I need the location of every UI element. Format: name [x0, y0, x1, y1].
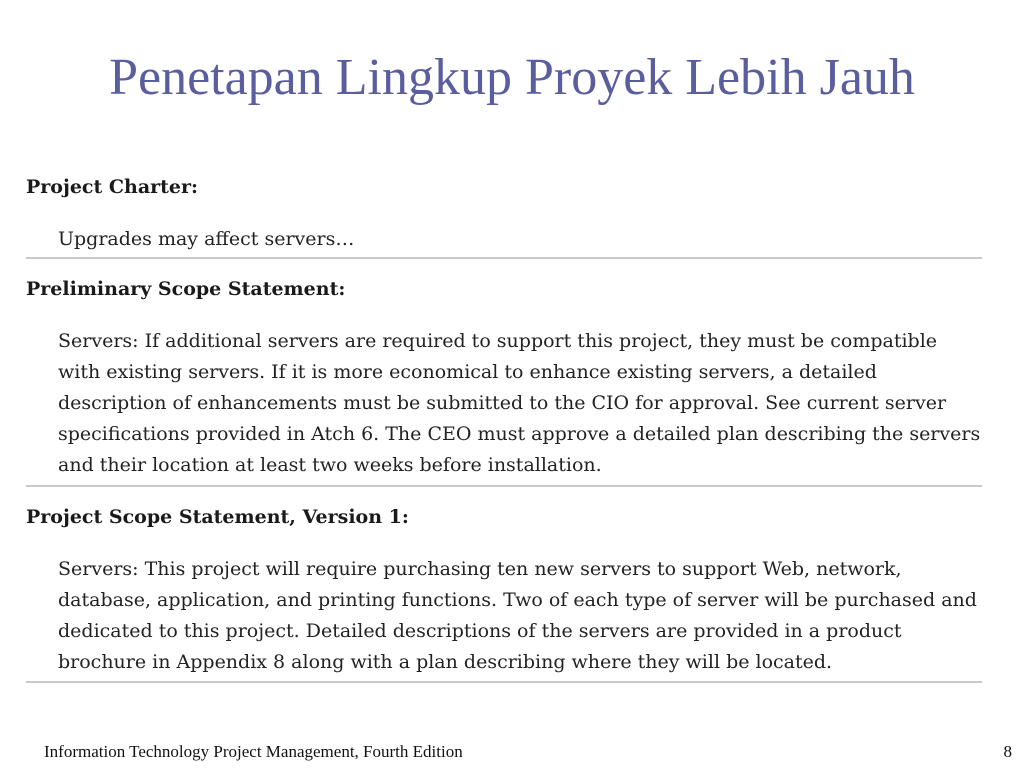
divider [26, 681, 982, 683]
section-heading: Project Scope Statement, Version 1: [26, 506, 409, 528]
section-preliminary-scope-statement [26, 276, 982, 481]
section-body: Servers: This project will require purchasing ten new servers to support Web, network, database, application, and printing functions. Two of each type of server will be purchased and dedicated to this project. Detailed descriptions of the servers are provided in a product brochure in Appendix 8 along with a plan describing where they will be located. [58, 558, 977, 673]
section-body: Upgrades may affect servers… [58, 228, 355, 250]
section-project-scope-statement [26, 504, 982, 678]
section-body: Servers: If additional servers are required to support this project, they must be compatible with existing servers. If it is more economical to enhance existing servers, a detailed description of enhancements must be submitted to the CIO for approval. See current server specifications provided in Atch 6. The CEO must approve a detailed plan describing the servers and their location at least two weeks before installation. [58, 330, 981, 476]
section-heading: Preliminary Scope Statement: [26, 278, 346, 300]
footer-text: Information Technology Project Management, Fourth Edition [44, 742, 463, 761]
divider [26, 257, 982, 259]
slide-title: Penetapan Lingkup Proyek Lebih Jauh [109, 49, 915, 106]
section-project-charter [26, 174, 982, 255]
divider [26, 485, 982, 487]
section-heading: Project Charter: [26, 176, 199, 198]
page-number: 8 [1003, 742, 1012, 761]
